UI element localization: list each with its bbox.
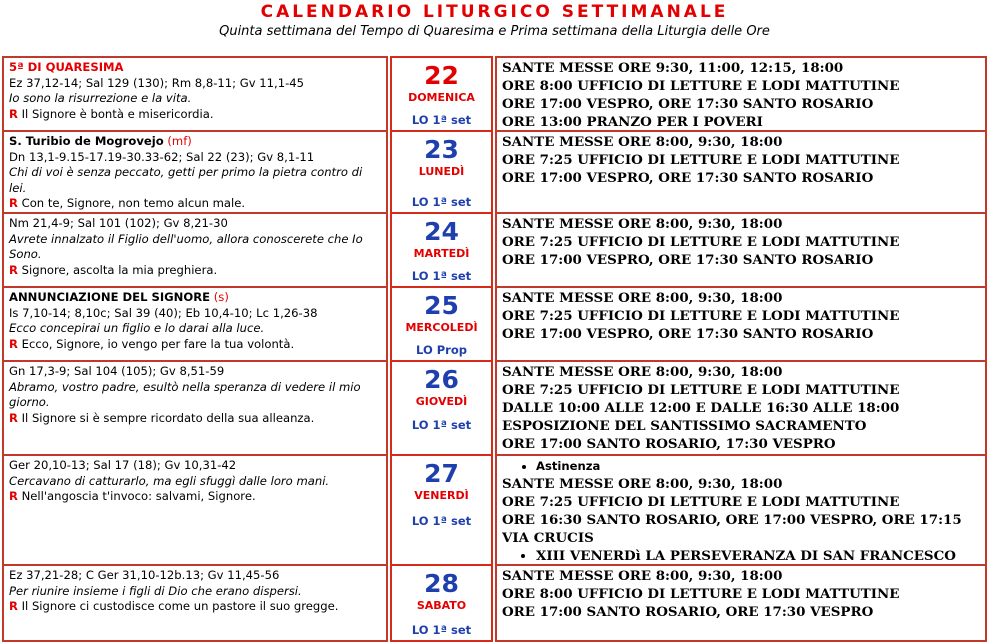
schedule-cell [495, 286, 987, 362]
calendar-row [2, 362, 987, 456]
page-header [0, 0, 989, 52]
celebration-rank: (mf) [167, 134, 192, 148]
readings-cell [2, 212, 388, 288]
response-text: Nell'angoscia t'invoco: salvami, Signore. [17, 489, 256, 504]
antiphon-text: Abramo, vostro padre, esultò nella speranza di vedere il mio giorno. [9, 379, 361, 410]
day-heading: S. Turibio de Mogrovejo [9, 134, 164, 148]
antiphon-text: Avrete innalzato il Figlio dell'uomo, allora conoscerete che Io Sono. [9, 231, 363, 262]
schedule-cell [495, 212, 987, 288]
schedule-line: ORE 7:25 UFFICIO DI LETTURE E LODI MATTUTINE [502, 234, 900, 250]
day-number: 24 [424, 217, 459, 246]
antiphon-text: Per riunire insieme i figli di Dio che erano dispersi. [9, 583, 302, 598]
schedule-cell [495, 56, 987, 132]
antiphon-text: Ecco concepirai un figlio e lo darai alla luce. [9, 321, 265, 336]
day-cell [390, 564, 493, 642]
page-subtitle: Quinta settimana del Tempo di Quaresima e Prima settimana della Liturgia delle Ore [219, 24, 770, 39]
liturgy-hours-week: LO 1ª set [411, 514, 472, 528]
schedule-line: ORE 17:00 SANTO ROSARIO, ORE 17:30 VESPRO [502, 604, 874, 620]
schedule-line: ORE 7:25 UFFICIO DI LETTURE E LODI MATTUTINE [502, 152, 900, 168]
readings-cell [2, 454, 388, 566]
day-cell [390, 454, 493, 566]
response-text: Con te, Signore, non temo alcun male. [17, 196, 246, 211]
response-marker: R [9, 599, 18, 614]
schedule-line: ORE 17:00 VESPRO, ORE 17:30 SANTO ROSARIO [502, 326, 874, 342]
bullet-item: • XIII VENERDì LA PERSEVERANZA DI SAN FRANCESCO [536, 547, 981, 565]
response-marker: R [9, 196, 18, 211]
readings-cell [2, 564, 388, 642]
schedule-cell [495, 454, 987, 566]
liturgy-hours-week: LO 1ª set [411, 418, 472, 432]
readings-text: Gn 17,3-9; Sal 104 (105); Gv 8,51-59 [9, 364, 225, 378]
readings-text: Is 7,10-14; 8,10c; Sal 39 (40); Eb 10,4-10; Lc 1,26-38 [9, 305, 318, 320]
day-name: LUNEDÌ [418, 165, 465, 178]
schedule-line: ORE 7:25 UFFICIO DI LETTURE E LODI MATTUTINE [502, 308, 900, 324]
calendar-row [2, 456, 987, 566]
antiphon-text: Io sono la risurrezione e la vita. [9, 91, 192, 106]
liturgy-hours-week: LO 1ª set [411, 113, 472, 127]
schedule-line: SANTE MESSE ORE 8:00, 9:30, 18:00 [502, 568, 783, 584]
response-marker: R [9, 336, 18, 351]
day-name: MARTEDÌ [413, 247, 470, 260]
response-marker: R [9, 262, 18, 277]
response-text: Il Signore ci custodisce come un pastore il suo gregge. [17, 599, 339, 614]
bullet-list [502, 547, 981, 565]
readings-text: Ger 20,10-13; Sal 17 (18); Gv 10,31-42 [9, 458, 237, 472]
day-name: DOMENICA [408, 91, 475, 104]
day-number: 23 [424, 135, 459, 164]
response-marker: R [9, 106, 18, 121]
readings-text: Ez 37,12-14; Sal 129 (130); Rm 8,8-11; Gv 11,1-45 [9, 75, 305, 90]
schedule-line: ORE 7:25 UFFICIO DI LETTURE E LODI MATTUTINE [502, 382, 900, 398]
schedule-line: ESPOSIZIONE DEL SANTISSIMO SACRAMENTO [502, 418, 867, 434]
readings-text: Dn 13,1-9.15-17.19-30.33-62; Sal 22 (23); Gv 8,1-11 [9, 149, 315, 164]
day-heading: 5ª DI QUARESIMA [9, 60, 124, 74]
response-marker: R [9, 489, 18, 504]
liturgy-hours-week: LO 1ª set [411, 623, 472, 637]
schedule-line: ORE 17:00 VESPRO, ORE 17:30 SANTO ROSARIO [502, 96, 874, 112]
schedule-line: SANTE MESSE ORE 8:00, 9:30, 18:00 [502, 216, 783, 232]
day-number: 26 [424, 365, 459, 394]
readings-text: Nm 21,4-9; Sal 101 (102); Gv 8,21-30 [9, 216, 228, 230]
schedule-cell [495, 564, 987, 642]
schedule-cell [495, 360, 987, 456]
liturgy-hours-week: LO Prop [416, 343, 467, 357]
calendar-row [2, 288, 987, 362]
antiphon-text: Chi di voi è senza peccato, getti per primo la pietra contro di lei. [9, 165, 363, 195]
schedule-line: SANTE MESSE ORE 9:30, 11:00, 12:15, 18:00 [502, 60, 844, 76]
day-name: MERCOLEDÌ [405, 321, 478, 334]
day-name: SABATO [416, 599, 467, 612]
day-number: 27 [424, 459, 459, 488]
antiphon-text: Cercavano di catturarlo, ma egli sfuggì dalle loro mani. [9, 473, 330, 488]
day-number: 22 [424, 61, 459, 90]
readings-cell [2, 360, 388, 456]
response-text: Signore, ascolta la mia preghiera. [17, 262, 218, 277]
schedule-line: ORE 8:00 UFFICIO DI LETTURE E LODI MATTUTINE [502, 586, 900, 602]
response-marker: R [9, 410, 18, 425]
liturgy-hours-week: LO 1ª set [411, 269, 472, 283]
bullet-list [502, 457, 981, 475]
day-cell [390, 212, 493, 288]
readings-cell [2, 286, 388, 362]
calendar-row [2, 566, 987, 642]
response-text: Il Signore è bontà e misericordia. [17, 106, 214, 121]
schedule-line: ORE 17:00 VESPRO, ORE 17:30 SANTO ROSARIO [502, 170, 874, 186]
response-text: Il Signore si è sempre ricordato della sua alleanza. [17, 410, 315, 425]
schedule-line: SANTE MESSE ORE 8:00, 9:30, 18:00 [502, 290, 783, 306]
schedule-line: ORE 8:00 UFFICIO DI LETTURE E LODI MATTUTINE [502, 78, 900, 94]
schedule-cell [495, 130, 987, 214]
readings-cell [2, 130, 388, 214]
schedule-line: SANTE MESSE ORE 8:00, 9:30, 18:00 [502, 364, 783, 380]
schedule-line: ORE 17:00 SANTO ROSARIO, 17:30 VESPRO [502, 436, 836, 452]
calendar-row [2, 56, 987, 132]
day-cell [390, 286, 493, 362]
schedule-line: ORE 7:25 UFFICIO DI LETTURE E LODI MATTUTINE [502, 494, 900, 510]
day-cell [390, 130, 493, 214]
schedule-line: ORE 17:00 VESPRO, ORE 17:30 SANTO ROSARIO [502, 252, 874, 268]
schedule-line: SANTE MESSE ORE 8:00, 9:30, 18:00 [502, 476, 783, 492]
calendar-table [2, 56, 987, 642]
readings-cell [2, 56, 388, 132]
readings-text: Ez 37,21-28; C Ger 31,10-12b.13; Gv 11,45-56 [9, 568, 280, 582]
liturgy-hours-week: LO 1ª set [411, 195, 472, 209]
schedule-line: SANTE MESSE ORE 8:00, 9:30, 18:00 [502, 134, 783, 150]
day-heading: ANNUNCIAZIONE DEL SIGNORE [9, 290, 211, 304]
day-cell [390, 56, 493, 132]
day-name: VENERDÌ [414, 489, 469, 502]
schedule-line: DALLE 10:00 ALLE 12:00 E DALLE 16:30 ALLE 18:00 [502, 400, 900, 416]
day-name: GIOVEDÌ [415, 395, 468, 408]
day-number: 25 [424, 291, 459, 320]
page-title: CALENDARIO LITURGICO SETTIMANALE [260, 2, 729, 22]
celebration-rank: (s) [213, 290, 229, 304]
day-number: 28 [424, 569, 459, 598]
schedule-line: ORE 16:30 SANTO ROSARIO, ORE 17:00 VESPRO, ORE 17:15 VIA CRUCIS [502, 512, 962, 546]
response-text: Ecco, Signore, io vengo per fare la tua volontà. [17, 336, 295, 351]
calendar-row [2, 132, 987, 214]
bullet-item: • Astinenza [536, 457, 981, 475]
calendar-row [2, 214, 987, 288]
day-cell [390, 360, 493, 456]
schedule-line: ORE 13:00 PRANZO PER I POVERI [502, 114, 763, 130]
